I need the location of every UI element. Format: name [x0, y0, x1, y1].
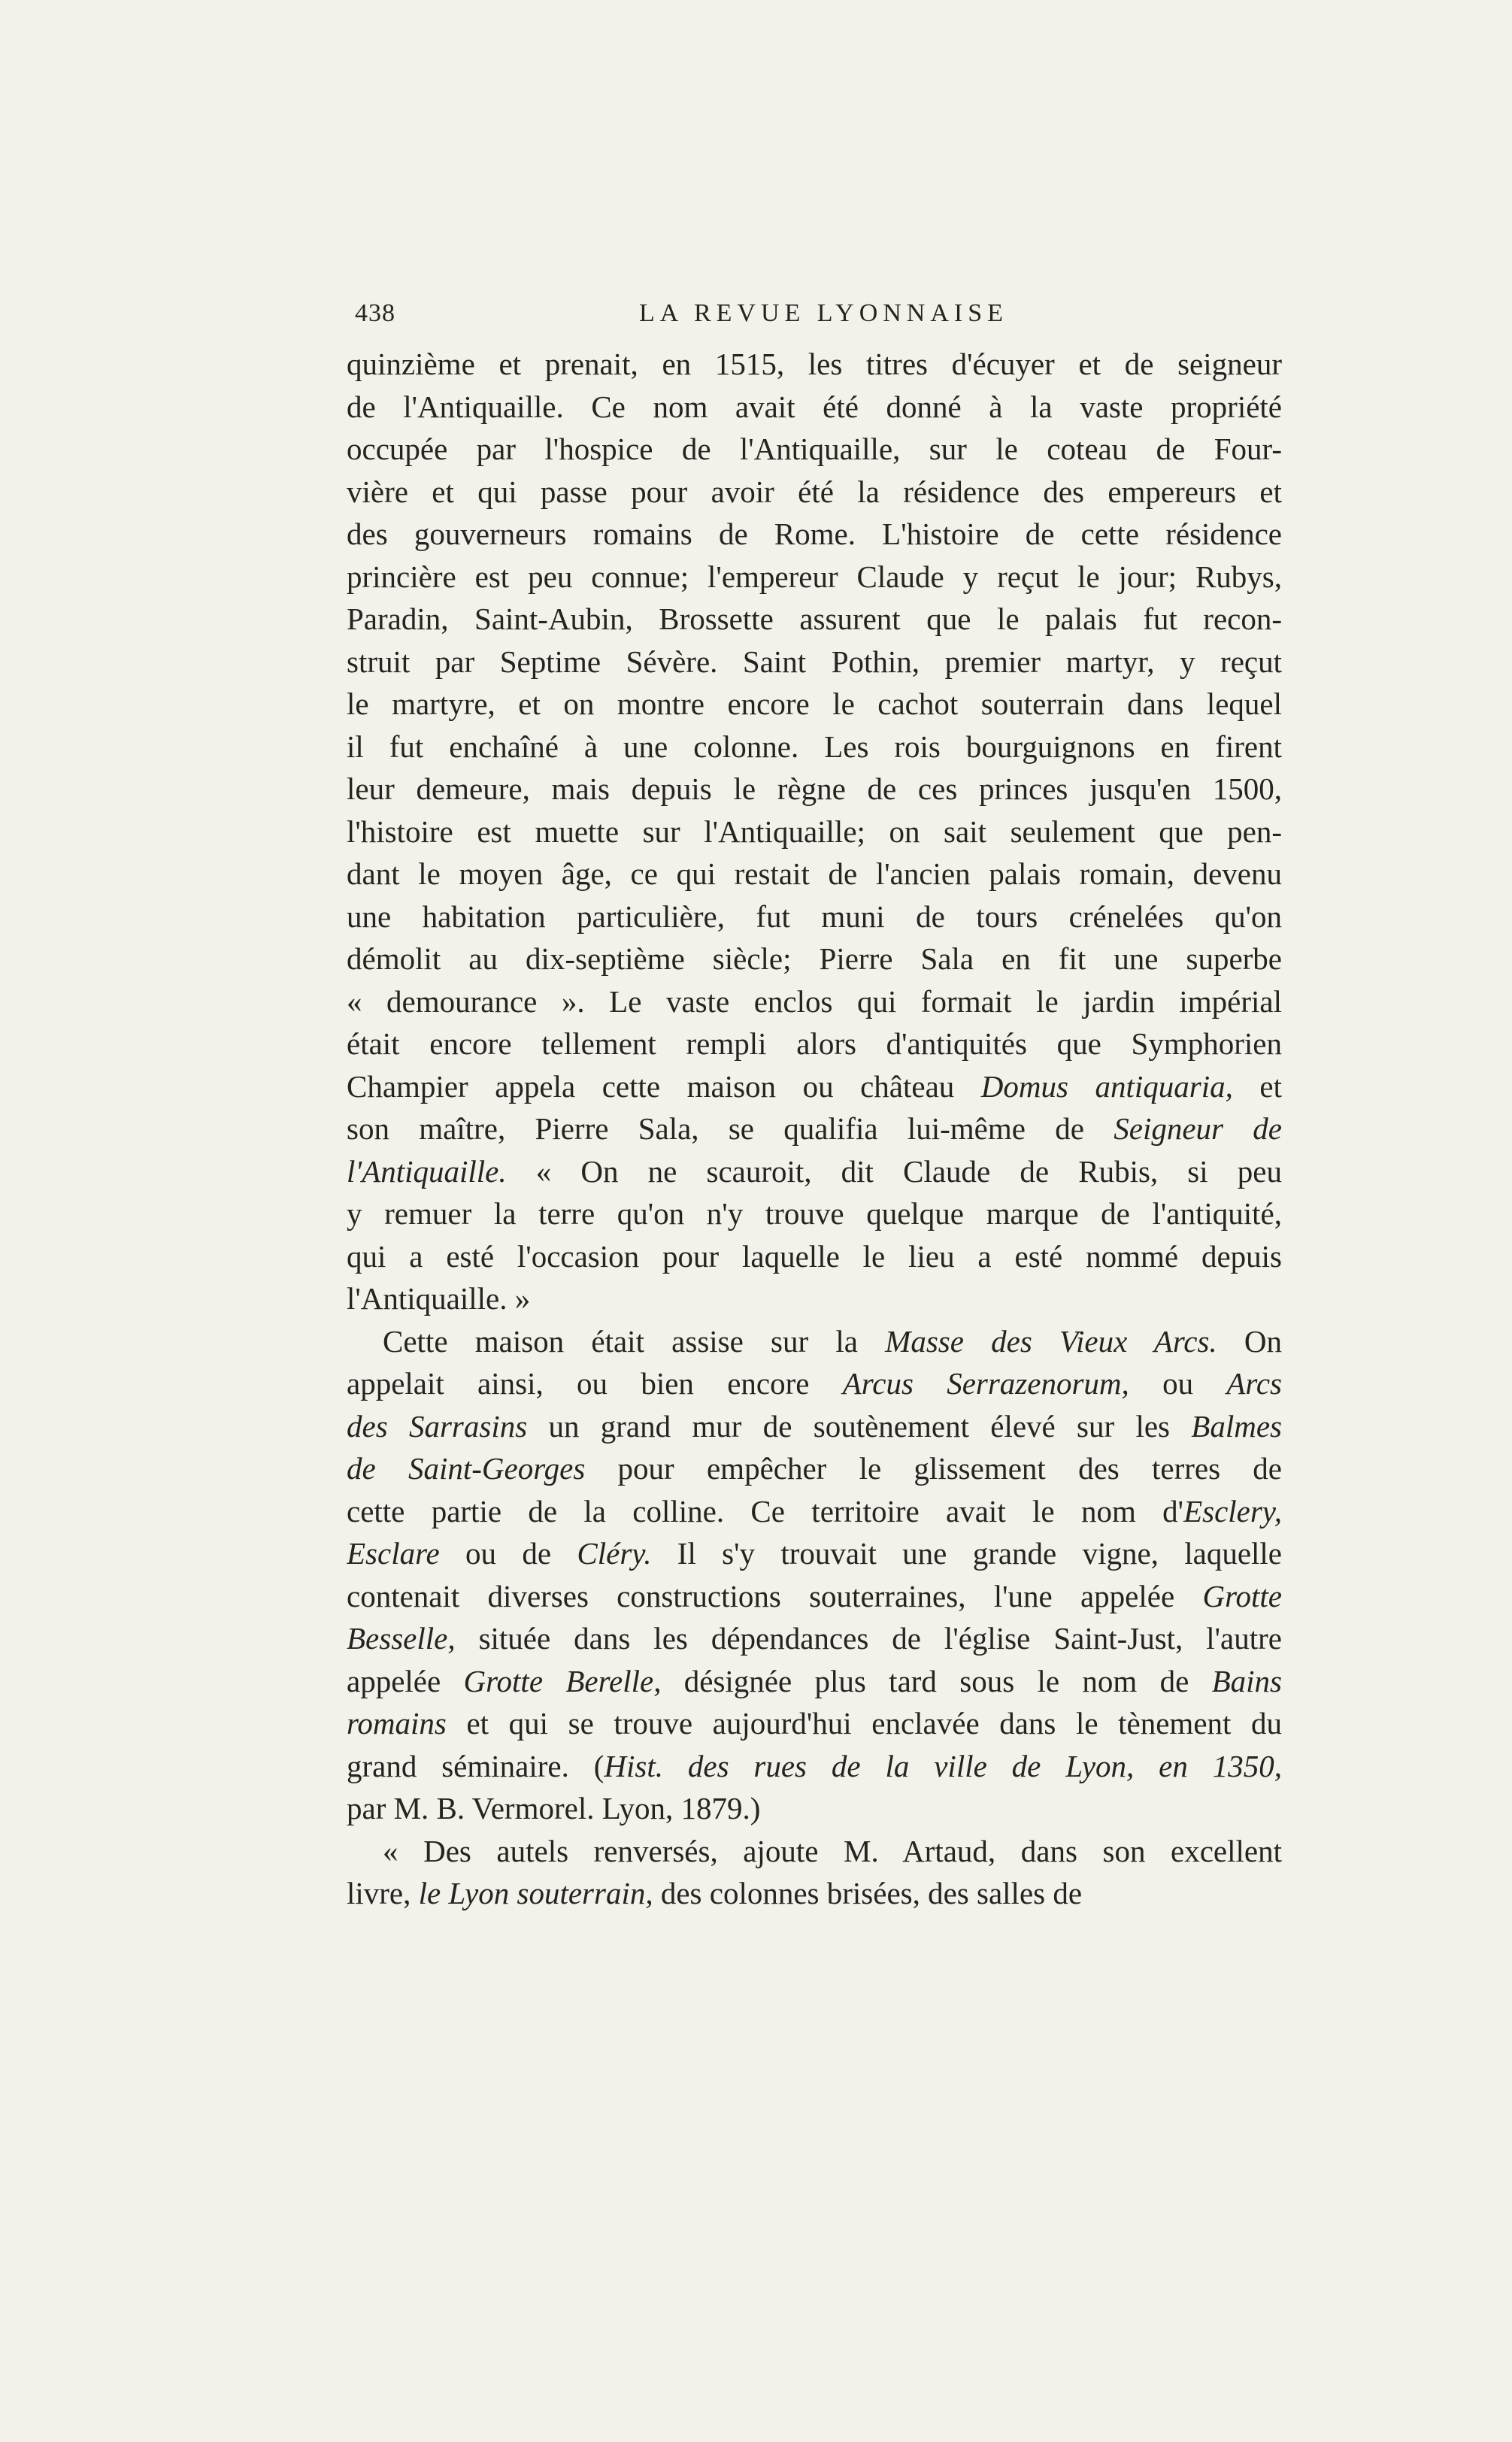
- text-segment: Il s'y trouvait une grande vigne, laquelle: [651, 1536, 1282, 1571]
- text-line: [347, 1362, 1282, 1405]
- text-segment: dant le moyen âge, ce qui restait de l'ancien palais romain, devenu: [347, 856, 1282, 891]
- italic-text: Balmes: [1191, 1408, 1282, 1444]
- text-line: [347, 1235, 1282, 1278]
- text-line: [347, 471, 1282, 514]
- text-segment: le martyre, et on montre encore le cachot souterrain dans lequel: [347, 686, 1282, 721]
- italic-text: Esclery,: [1183, 1493, 1282, 1529]
- text-segment: et: [1232, 1068, 1282, 1104]
- text-segment: contenait diverses constructions souterraines, l'une appelée: [347, 1578, 1203, 1613]
- italic-text: Hist. des rues de la ville de Lyon, en 1350,: [604, 1748, 1282, 1783]
- text-segment: ou: [1129, 1366, 1227, 1401]
- running-head: LA REVUE LYONNAISE: [639, 299, 1008, 327]
- text-segment: « Des autels renversés, ajoute M. Artaud, dans son excellent: [383, 1833, 1282, 1868]
- text-segment: appelait ainsi, ou bien encore: [347, 1366, 843, 1401]
- italic-text: Arcs: [1226, 1366, 1282, 1401]
- text-segment: il fut enchaîné à une colonne. Les rois bourguignons en firent: [347, 729, 1282, 764]
- text-segment: occupée par l'hospice de l'Antiquaille, sur le coteau de Four-: [347, 432, 1282, 466]
- text-line: [347, 726, 1282, 768]
- italic-text: des Sarrasins: [347, 1408, 528, 1444]
- page-header: [355, 299, 1287, 337]
- text-segment: des gouverneurs romains de Rome. L'histoire de cette résidence: [347, 517, 1282, 551]
- body-text: [347, 343, 1282, 1937]
- text-line: [347, 1830, 1282, 1873]
- text-segment: de l'Antiquaille. Ce nom avait été donné à la vaste propriété: [347, 389, 1282, 424]
- italic-text: Arcus Serrazenorum,: [842, 1366, 1129, 1401]
- text-segment: ou de: [439, 1536, 577, 1571]
- text-line: [347, 1065, 1282, 1108]
- text-segment: livre,: [347, 1876, 419, 1910]
- italic-text: de Saint-Georges: [347, 1451, 586, 1486]
- page-number: 438: [355, 299, 395, 327]
- italic-text: Seigneur de: [1114, 1111, 1282, 1146]
- text-segment: « On ne scauroit, dit Claude de Rubis, si peu: [506, 1153, 1282, 1189]
- text-line: [347, 556, 1282, 598]
- italic-text: Cléry.: [577, 1536, 652, 1571]
- text-line: [347, 1872, 1282, 1915]
- text-line: [347, 895, 1282, 938]
- text-segment: était encore tellement rempli alors d'antiquités que Symphorien: [347, 1026, 1282, 1061]
- text-line: [347, 1405, 1282, 1448]
- text-line: [347, 810, 1282, 853]
- italic-text: Bains: [1211, 1663, 1282, 1698]
- text-line: [347, 1490, 1282, 1533]
- text-line: [347, 1787, 1282, 1830]
- text-segment: princière est peu connue; l'empereur Claude y reçut le jour; Rubys,: [347, 559, 1282, 594]
- text-line: [347, 386, 1282, 429]
- text-segment: Champier appela cette maison ou château: [347, 1068, 981, 1104]
- text-line: [347, 641, 1282, 683]
- text-segment: Cette maison était assise sur la: [383, 1323, 886, 1359]
- text-line: [347, 1320, 1282, 1363]
- italic-text: Besselle,: [347, 1621, 456, 1656]
- text-segment: son maître, Pierre Sala, se qualifia lui-même de: [347, 1111, 1114, 1146]
- text-line: [347, 853, 1282, 895]
- text-segment: et qui se trouve aujourd'hui enclavée dans le tènement du: [446, 1706, 1282, 1741]
- text-segment: qui a esté l'occasion pour laquelle le lieu a esté nommé depuis: [347, 1238, 1282, 1274]
- text-segment: située dans les dépendances de l'église Saint-Just, l'autre: [455, 1621, 1282, 1656]
- text-line: [347, 683, 1282, 726]
- text-line: [347, 1192, 1282, 1235]
- text-line: [347, 1150, 1282, 1193]
- text-segment: l'Antiquaille. »: [347, 1281, 531, 1316]
- text-segment: y remuer la terre qu'on n'y trouve quelque marque de l'antiquité,: [347, 1196, 1282, 1231]
- text-line: [347, 1277, 1282, 1320]
- text-line: [347, 1660, 1282, 1703]
- text-segment: appelée: [347, 1663, 464, 1698]
- text-segment: leur demeure, mais depuis le règne de ces princes jusqu'en 1500,: [347, 771, 1282, 806]
- text-segment: pour empêcher le glissement des terres de: [585, 1451, 1282, 1486]
- text-segment: Paradin, Saint-Aubin, Brossette assurent que le palais fut recon-: [347, 601, 1282, 636]
- text-line: [347, 343, 1282, 386]
- italic-text: Masse des Vieux Arcs.: [885, 1323, 1217, 1359]
- text-segment: struit par Septime Sévère. Saint Pothin, premier martyr, y reçut: [347, 644, 1282, 679]
- text-line: [347, 1617, 1282, 1660]
- text-segment: par M. B. Vermorel. Lyon, 1879.): [347, 1791, 761, 1825]
- text-line: [347, 1447, 1282, 1490]
- italic-text: l'Antiquaille.: [347, 1153, 507, 1189]
- text-line: [347, 938, 1282, 980]
- text-segment: démolit au dix-septième siècle; Pierre Sala en fit une superbe: [347, 941, 1282, 976]
- text-segment: l'histoire est muette sur l'Antiquaille; on sait seulement que pen-: [347, 813, 1282, 849]
- text-line: [347, 1575, 1282, 1618]
- text-line: [347, 1702, 1282, 1745]
- text-line: [347, 1532, 1282, 1575]
- text-line: [347, 1745, 1282, 1788]
- text-line: [347, 768, 1282, 810]
- italic-text: Domus antiquaria,: [980, 1068, 1233, 1104]
- text-line: [347, 513, 1282, 556]
- text-segment: une habitation particulière, fut muni de tours crénelées qu'on: [347, 898, 1282, 934]
- italic-text: romains: [347, 1706, 447, 1741]
- text-segment: « demourance ». Le vaste enclos qui formait le jardin impérial: [347, 983, 1282, 1019]
- text-segment: grand séminaire. (: [347, 1748, 604, 1783]
- text-segment: désignée plus tard sous le nom de: [661, 1663, 1212, 1698]
- text-line: [347, 980, 1282, 1023]
- text-line: [347, 1107, 1282, 1150]
- italic-text: Grotte: [1202, 1578, 1282, 1613]
- text-segment: des colonnes brisées, des salles de: [653, 1876, 1083, 1910]
- text-line: [347, 428, 1282, 471]
- text-segment: quinzième et prenait, en 1515, les titres d'écuyer et de seigneur: [347, 347, 1282, 381]
- italic-text: le Lyon souterrain,: [418, 1876, 653, 1910]
- italic-text: Grotte Berelle,: [463, 1663, 662, 1698]
- italic-text: Esclare: [347, 1536, 440, 1571]
- text-segment: cette partie de la colline. Ce territoire avait le nom d': [347, 1493, 1184, 1529]
- text-line: [347, 1023, 1282, 1065]
- text-segment: un grand mur de soutènement élevé sur les: [527, 1408, 1192, 1444]
- text-line: [347, 598, 1282, 641]
- text-segment: vière et qui passe pour avoir été la résidence des empereurs et: [347, 474, 1282, 509]
- text-segment: On: [1217, 1323, 1282, 1359]
